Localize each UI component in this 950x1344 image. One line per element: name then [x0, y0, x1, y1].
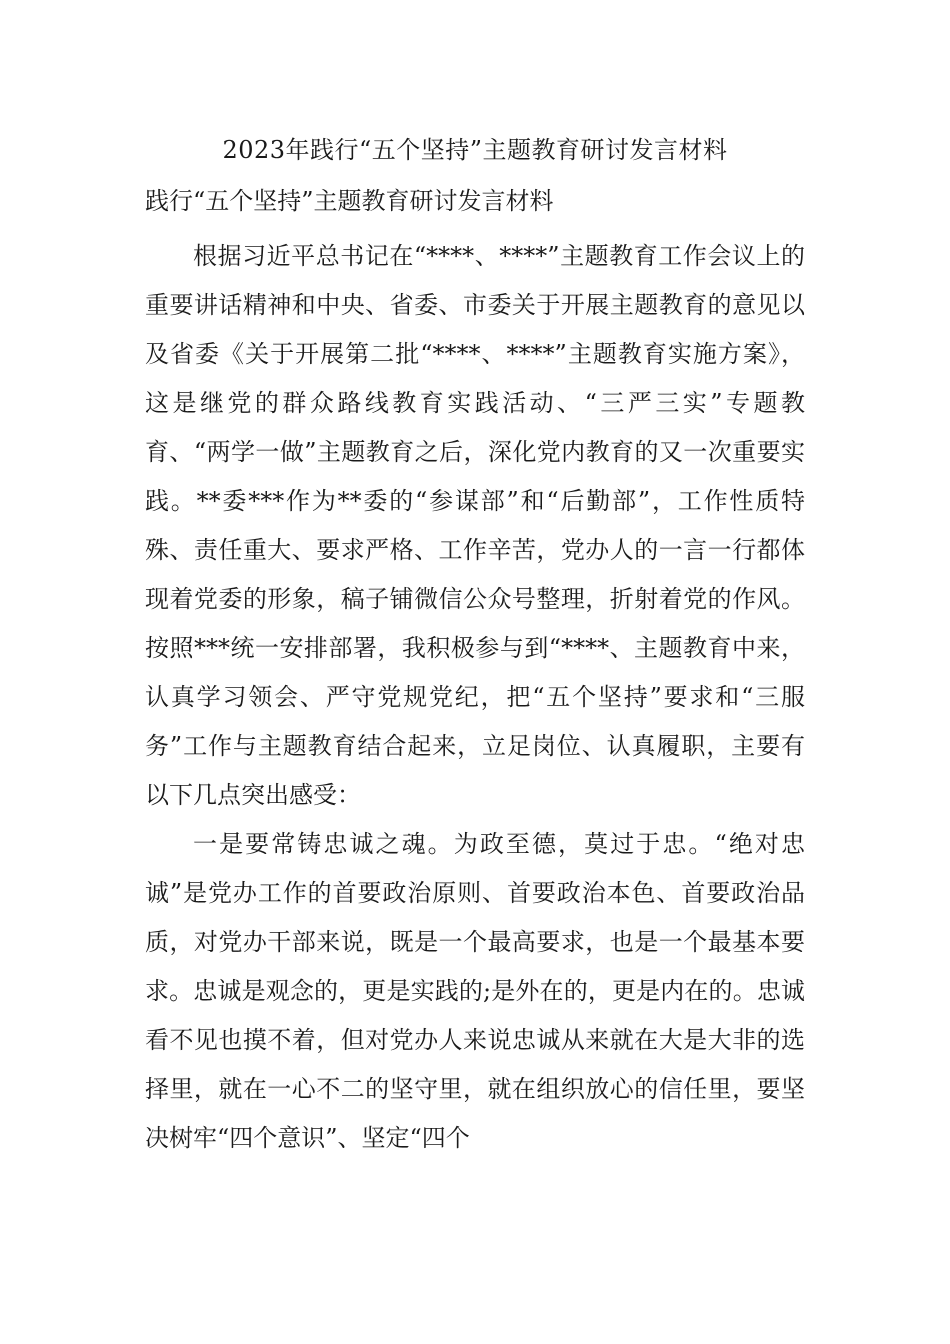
document-title: 2023年践行“五个坚持”主题教育研讨发言材料: [222, 136, 728, 164]
document-subtitle: 践行“五个坚持”主题教育研讨发言材料: [145, 187, 554, 215]
paragraph-loyalty: 一是要常铸忠诚之魂。为政至德，莫过于忠。“绝对忠诚”是党办工作的首要政治原则、首要政治本色、首要政治品质，对党办干部来说，既是一个最高要求，也是一个最基本要求。忠诚是观念的，更是实践的;是外在的，更是内在的。忠诚看不见也摸不着，但对党办人来说忠诚从来就在大是大非的选择里，就在一心不二的坚守里，就在组织放心的信任里，要坚决树牢“四个意识”、坚定“四个: [145, 830, 805, 1152]
document-body: [145, 232, 805, 1163]
paragraph-intro: 根据习近平总书记在“****、****”主题教育工作会议上的重要讲话精神和中央、省委、市委关于开展主题教育的意见以及省委《关于开展第二批“****、****”主题教育实施方案》，这是继党的群众路线教育实践活动、“三严三实”专题教育、“两学一做”主题教育之后，深化党内教育的又一次重要实践。**委***作为**委的“参谋部”和“后勤部”，工作性质特殊、责任重大、要求严格、工作辛苦，党办人的一言一行都体现着党委的形象，稿子铺微信公众号整理，折射着党的作风。按照***统一安排部署，我积极参与到“****、主题教育中来，认真学习领会、严守党规党纪，把“五个坚持”要求和“三服务”工作与主题教育结合起来，立足岗位、认真履职，主要有以下几点突出感受：: [145, 242, 805, 809]
